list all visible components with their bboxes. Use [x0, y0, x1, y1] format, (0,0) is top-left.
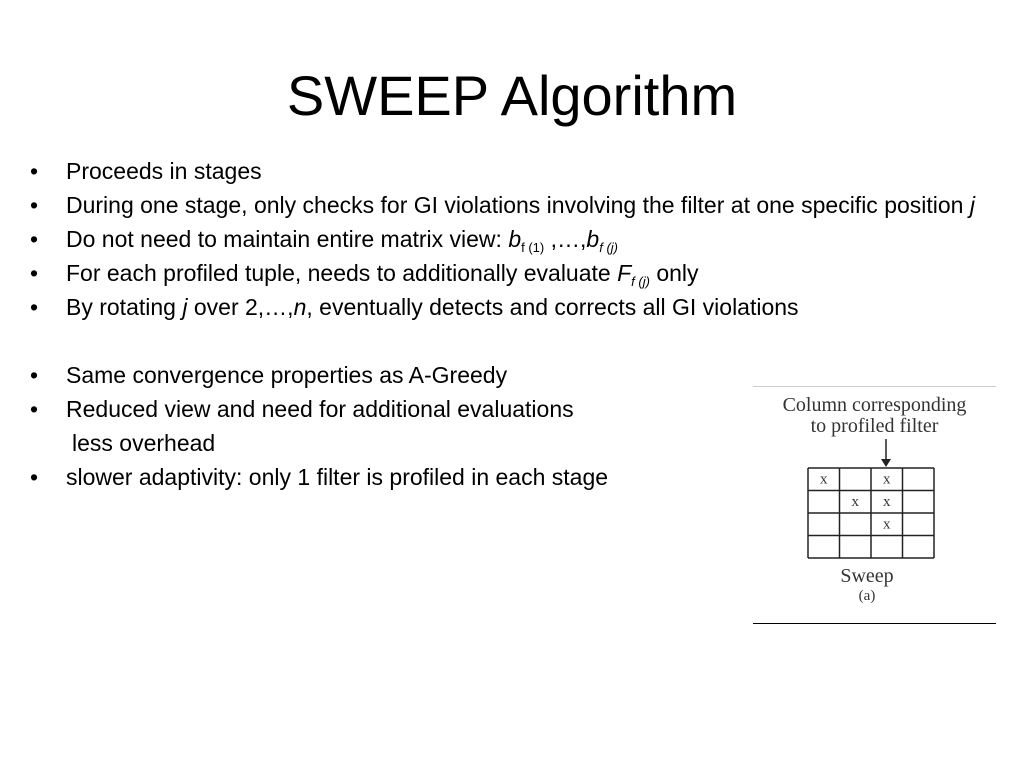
- bullet-item: [30, 362, 990, 389]
- bullet-text: ,…,: [544, 226, 587, 252]
- grid-cell-mark: x: [883, 493, 891, 510]
- variable-n: n: [293, 294, 307, 320]
- grid-cell-mark: x: [820, 471, 828, 488]
- grid-cell-mark: x: [883, 516, 891, 533]
- bullet-text: Same convergence properties as A-Greedy: [66, 362, 508, 388]
- sweep-figure: [753, 386, 996, 624]
- slide-title: SWEEP Algorithm: [286, 64, 738, 127]
- variable-j: j: [969, 192, 975, 218]
- grid-cell-mark: x: [883, 471, 891, 488]
- subscript: f (1): [521, 240, 545, 255]
- bullet-item: [30, 192, 990, 219]
- bullet-text: By rotating: [66, 294, 183, 320]
- spacer: [30, 328, 990, 362]
- bullet-marker: •: [30, 226, 39, 252]
- variable-j: j: [182, 294, 188, 320]
- bullet-text: For each profiled tuple, needs to additionally evaluate: [66, 260, 618, 286]
- grid-marks: [820, 471, 891, 532]
- grid-cell-mark: x: [851, 493, 859, 510]
- subscript: f (j): [631, 274, 650, 289]
- bullet-marker: •: [30, 396, 39, 422]
- arrow-head-icon: [881, 459, 891, 467]
- caption-line: Column corresponding: [782, 394, 967, 416]
- bullet-text: During one stage, only checks for GI violations involving the filter at one specific position: [66, 192, 970, 218]
- bullet-marker: •: [30, 464, 39, 490]
- variable-F: F: [617, 260, 632, 286]
- bullet-marker: •: [30, 362, 39, 388]
- bullet-marker: •: [30, 294, 39, 320]
- figure-label: Sweep: [840, 565, 894, 587]
- bullet-item: [30, 294, 990, 321]
- bullet-text: , eventually detects and corrects all GI violations: [306, 294, 799, 320]
- variable-b: b: [586, 226, 600, 252]
- bullet-item: [30, 226, 990, 253]
- subscript: f (j): [599, 240, 618, 255]
- bullet-text: slower adaptivity: only 1 filter is profiled in each stage: [66, 464, 609, 490]
- bullet-marker: •: [30, 260, 39, 286]
- bullet-item: [30, 260, 990, 287]
- bullet-marker: •: [30, 158, 39, 184]
- bullet-text: Do not need to maintain entire matrix view:: [66, 226, 509, 252]
- bullet-item: [30, 158, 990, 185]
- caption-line: to profiled filter: [810, 415, 939, 437]
- bullet-text: over 2,…,: [187, 294, 294, 320]
- bullet-marker: •: [30, 192, 39, 218]
- figure-sublabel: (a): [858, 588, 876, 604]
- bullet-text: Proceeds in stages: [66, 158, 262, 184]
- variable-b: b: [508, 226, 522, 252]
- bullet-text: less overhead: [72, 430, 216, 456]
- bullet-text: only: [649, 260, 699, 286]
- bullet-text: Reduced view and need for additional evaluations: [66, 396, 574, 422]
